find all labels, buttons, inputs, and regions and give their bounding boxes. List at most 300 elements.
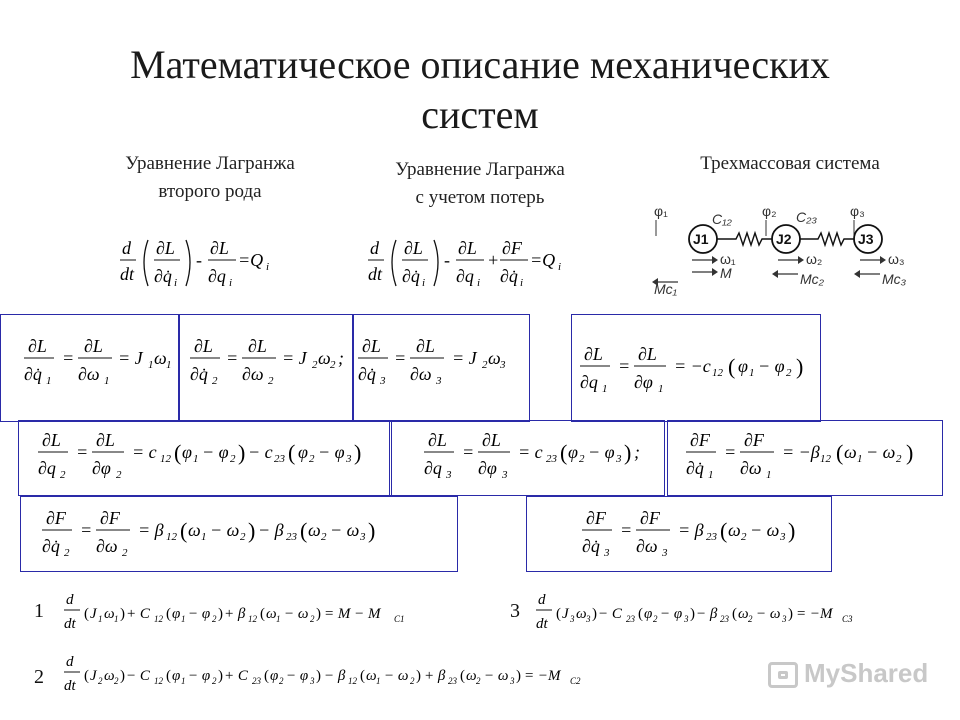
svg-text:∂q̇: ∂q̇	[582, 536, 600, 556]
svg-text:(: (	[84, 606, 89, 622]
svg-text:(: (	[84, 668, 89, 684]
svg-text:∂ω: ∂ω	[410, 364, 432, 384]
svg-text:∂ω: ∂ω	[78, 364, 100, 384]
svg-text:): )	[238, 440, 246, 465]
svg-text:− β: − β	[324, 668, 346, 684]
svg-text:=: =	[62, 348, 75, 368]
svg-text:φ: φ	[172, 606, 181, 622]
svg-text:12: 12	[348, 676, 357, 686]
watermark-logo	[768, 658, 928, 689]
svg-text:ω: ω	[188, 520, 201, 540]
svg-text:d: d	[66, 592, 74, 608]
equation-number-2: 2	[34, 666, 44, 688]
svg-text:2: 2	[60, 469, 66, 481]
subtitle-three-mass: Трехмассовая система	[700, 153, 880, 174]
svg-text:1: 1	[166, 359, 172, 371]
svg-text:dt: dt	[64, 678, 76, 694]
lagrange-eq-losses	[366, 232, 576, 296]
svg-text:− ω: − ω	[210, 520, 240, 540]
svg-text:3: 3	[662, 547, 668, 559]
svg-text:2: 2	[312, 359, 318, 371]
svg-text:): )	[368, 518, 376, 543]
svg-text:ω: ω	[728, 520, 741, 540]
svg-text:∂L: ∂L	[638, 344, 657, 364]
svg-text:J: J	[562, 606, 569, 622]
svg-text:=: =	[76, 442, 89, 462]
svg-text:− ω: − ω	[284, 606, 309, 622]
potential-derivative-q3	[422, 426, 662, 486]
svg-text:φ: φ	[172, 668, 181, 684]
svg-text:(: (	[288, 440, 296, 465]
svg-text:− φ: − φ	[318, 442, 345, 462]
svg-text:1: 1	[376, 676, 381, 686]
subtitle-lagrange-2nd	[80, 150, 340, 206]
svg-text:ω: ω	[318, 348, 331, 368]
svg-text:3: 3	[310, 676, 315, 686]
svg-text:1: 1	[749, 367, 755, 379]
svg-text:∂L: ∂L	[28, 336, 47, 356]
svg-text:): )	[796, 354, 804, 379]
svg-text:− φ: − φ	[758, 356, 785, 376]
svg-text:dt: dt	[120, 264, 135, 284]
svg-text:1: 1	[602, 383, 608, 395]
svg-text:=Q: =Q	[530, 250, 556, 270]
svg-text:3: 3	[436, 375, 442, 387]
svg-text:ω: ω	[576, 606, 587, 622]
svg-text:∂L: ∂L	[194, 336, 213, 356]
svg-text:− β: − β	[696, 606, 718, 622]
mc3-label: Mc₃	[882, 271, 907, 287]
svg-text:− φ: − φ	[286, 668, 309, 684]
svg-text:∂φ: ∂φ	[634, 372, 653, 392]
svg-text:+: +	[487, 250, 500, 270]
svg-text:∂q: ∂q	[580, 372, 598, 392]
svg-text:J: J	[90, 606, 97, 622]
svg-text:ω: ω	[308, 520, 321, 540]
svg-text:d: d	[538, 592, 546, 608]
svg-text:2: 2	[410, 676, 415, 686]
svg-text:− β: − β	[258, 520, 284, 540]
svg-text:): )	[788, 518, 796, 543]
svg-text:∂q̇: ∂q̇	[358, 364, 376, 384]
svg-text:∂L: ∂L	[458, 238, 477, 258]
svg-text:3: 3	[500, 359, 506, 371]
svg-text:= −β: = −β	[782, 442, 820, 462]
svg-text:=: =	[620, 520, 633, 540]
c23-label: C₂₃	[796, 209, 817, 225]
svg-text:1: 1	[46, 375, 52, 387]
svg-text:dt: dt	[368, 264, 383, 284]
svg-text:): )	[218, 606, 223, 622]
svg-text:): )	[316, 668, 321, 684]
svg-text:∂q: ∂q	[424, 458, 442, 478]
svg-text:∂q̇: ∂q̇	[154, 266, 172, 286]
svg-text:∂q̇: ∂q̇	[402, 266, 420, 286]
svg-text:1: 1	[181, 614, 186, 624]
svg-text:C3: C3	[842, 614, 853, 624]
svg-text:2: 2	[268, 375, 274, 387]
svg-text:− φ: − φ	[588, 442, 615, 462]
svg-text:;: ;	[338, 348, 344, 368]
j2-label: J2	[776, 231, 792, 247]
svg-text:2: 2	[748, 614, 753, 624]
c12-label: C₁₂	[712, 211, 732, 227]
phi1-label: φ₁	[654, 203, 668, 219]
svg-text:− ω: − ω	[384, 668, 409, 684]
svg-text:∂L: ∂L	[156, 238, 175, 258]
svg-text:ω: ω	[844, 442, 857, 462]
svg-text:− ω: − ω	[330, 520, 360, 540]
svg-text:∂F: ∂F	[46, 508, 66, 528]
svg-text:+ C: + C	[126, 606, 150, 622]
svg-text:(: (	[360, 668, 365, 684]
svg-text:= −c: = −c	[674, 356, 711, 376]
potential-derivative-q2	[36, 426, 386, 486]
subtitle-line: Уравнение Лагранжа	[125, 153, 295, 174]
svg-text:=: =	[618, 356, 631, 376]
svg-text:3: 3	[502, 469, 508, 481]
svg-text:3: 3	[570, 614, 575, 624]
svg-text:(: (	[638, 606, 643, 622]
svg-text:∂L: ∂L	[248, 336, 267, 356]
svg-text:(: (	[728, 354, 736, 379]
mc2-label: Mc₂	[800, 271, 825, 287]
svg-text:): )	[906, 440, 914, 465]
svg-text:12: 12	[248, 614, 257, 624]
svg-text:ω: ω	[488, 348, 501, 368]
subtitle-line: второго рода	[158, 181, 262, 202]
svg-text:1: 1	[708, 469, 714, 481]
svg-text:3: 3	[616, 453, 622, 465]
svg-text:∂L: ∂L	[404, 238, 423, 258]
svg-text:∂L: ∂L	[84, 336, 103, 356]
svg-text:1: 1	[201, 531, 207, 543]
svg-text:2: 2	[230, 453, 236, 465]
equation-number-3: 3	[510, 600, 520, 622]
svg-text:J: J	[90, 668, 97, 684]
svg-text:− ω: − ω	[756, 606, 781, 622]
svg-text:): )	[248, 518, 256, 543]
svg-text:= β: = β	[138, 520, 164, 540]
svg-text:1: 1	[658, 383, 664, 395]
svg-text:=: =	[394, 348, 407, 368]
svg-text:C1: C1	[394, 614, 405, 624]
svg-text:φ: φ	[270, 668, 279, 684]
svg-text:ω: ω	[266, 606, 277, 622]
final-equation-3	[534, 588, 914, 636]
svg-text:i: i	[229, 277, 233, 289]
svg-text:2: 2	[330, 359, 336, 371]
svg-text:− ω: − ω	[750, 520, 780, 540]
svg-text:(: (	[460, 668, 465, 684]
svg-text:-: -	[444, 250, 450, 270]
svg-text:3: 3	[346, 453, 352, 465]
svg-text:2: 2	[114, 676, 119, 686]
final-equation-1	[62, 588, 462, 636]
svg-text:23: 23	[720, 614, 729, 624]
svg-text:=: =	[226, 348, 239, 368]
svg-text:dt: dt	[536, 616, 548, 632]
svg-text:ω: ω	[466, 668, 477, 684]
final-equation-2	[62, 650, 672, 698]
svg-text:ω: ω	[738, 606, 749, 622]
svg-text:(: (	[180, 518, 188, 543]
svg-text:2: 2	[212, 676, 217, 686]
svg-text:∂q̇: ∂q̇	[24, 364, 42, 384]
dissipation-derivative-q2	[40, 504, 450, 564]
svg-text:∂φ: ∂φ	[478, 458, 497, 478]
svg-text:+ β: + β	[424, 668, 446, 684]
svg-text:∂F: ∂F	[744, 430, 764, 450]
svg-text:i: i	[266, 261, 270, 273]
svg-text:3: 3	[380, 375, 386, 387]
subtitle-line: с учетом потерь	[415, 187, 545, 208]
svg-text:1: 1	[148, 359, 154, 371]
title-line-2: систем	[421, 92, 539, 137]
svg-text:− φ: − φ	[660, 606, 683, 622]
svg-text:2: 2	[309, 453, 315, 465]
svg-text:= c: = c	[518, 442, 543, 462]
svg-text:∂q̇: ∂q̇	[42, 536, 60, 556]
equation-number-1: 1	[34, 600, 44, 622]
svg-text:(: (	[836, 440, 844, 465]
svg-text:∂ω: ∂ω	[740, 458, 762, 478]
svg-text:1: 1	[857, 453, 863, 465]
svg-text:): )	[416, 668, 421, 684]
svg-text:2: 2	[279, 676, 284, 686]
svg-text:2: 2	[98, 676, 103, 686]
svg-text:-: -	[196, 250, 202, 270]
svg-text:(: (	[260, 606, 265, 622]
svg-text:∂q: ∂q	[208, 266, 226, 286]
svg-text:∂L: ∂L	[482, 430, 501, 450]
svg-text:i: i	[558, 261, 562, 273]
svg-text:i: i	[422, 277, 426, 289]
svg-text:2: 2	[786, 367, 792, 379]
svg-text:23: 23	[448, 676, 457, 686]
svg-text:− φ: − φ	[188, 606, 211, 622]
svg-text:φ: φ	[182, 442, 192, 462]
svg-text:1: 1	[104, 375, 110, 387]
svg-text:i: i	[477, 277, 481, 289]
svg-text:(: (	[732, 606, 737, 622]
svg-text:∂q̇: ∂q̇	[686, 458, 704, 478]
svg-text:= β: = β	[678, 520, 704, 540]
svg-text:=: =	[80, 520, 93, 540]
svg-text:1: 1	[181, 676, 186, 686]
svg-text:∂F: ∂F	[586, 508, 606, 528]
svg-text:): )	[120, 606, 125, 622]
j3-label: J3	[858, 231, 874, 247]
svg-text:=: =	[724, 442, 737, 462]
svg-text:− ω: − ω	[484, 668, 509, 684]
svg-text:ω: ω	[366, 668, 377, 684]
svg-text:3: 3	[360, 531, 366, 543]
svg-text:23: 23	[626, 614, 635, 624]
svg-text:i: i	[520, 277, 524, 289]
svg-text:1: 1	[276, 614, 281, 624]
svg-text:ω: ω	[104, 606, 115, 622]
svg-text:2: 2	[482, 359, 488, 371]
svg-text:3: 3	[446, 469, 452, 481]
svg-text:d: d	[370, 238, 379, 258]
svg-text:∂L: ∂L	[362, 336, 381, 356]
svg-text:): )	[690, 606, 695, 622]
mc1-label: Mc₁	[654, 281, 678, 296]
svg-text:2: 2	[741, 531, 747, 543]
svg-text:23: 23	[252, 676, 261, 686]
svg-text:− φ: − φ	[188, 668, 211, 684]
svg-text:23: 23	[706, 531, 717, 543]
omega1-label: ω₁	[720, 251, 736, 267]
svg-text:2: 2	[64, 547, 70, 559]
svg-text:d: d	[66, 654, 74, 670]
torque-m-label: M	[720, 265, 732, 281]
svg-text:2: 2	[212, 375, 218, 387]
svg-text:φ: φ	[644, 606, 653, 622]
svg-text:∂ω: ∂ω	[242, 364, 264, 384]
svg-text:2: 2	[579, 453, 585, 465]
svg-text:= −M: = −M	[524, 668, 561, 684]
svg-text:3: 3	[586, 614, 591, 624]
svg-text:3: 3	[510, 676, 515, 686]
svg-text:1: 1	[193, 453, 199, 465]
page-title	[0, 40, 960, 140]
svg-text:(: (	[720, 518, 728, 543]
svg-text:2: 2	[310, 614, 315, 624]
svg-text:ω: ω	[104, 668, 115, 684]
svg-text:2: 2	[476, 676, 481, 686]
svg-text:− C: − C	[598, 606, 622, 622]
svg-text:): )	[354, 440, 362, 465]
svg-text:3: 3	[782, 614, 787, 624]
svg-text:23: 23	[274, 453, 285, 465]
svg-text:∂q: ∂q	[38, 458, 56, 478]
kinetic-derivatives-row	[18, 332, 578, 392]
svg-text:∂q̇: ∂q̇	[500, 266, 518, 286]
svg-text:∂L: ∂L	[210, 238, 229, 258]
svg-text:): )	[218, 668, 223, 684]
svg-text:∂ω: ∂ω	[636, 536, 658, 556]
svg-text:(: (	[174, 440, 182, 465]
svg-text:1: 1	[98, 614, 103, 624]
omega3-label: ω₃	[888, 251, 905, 267]
svg-text:23: 23	[286, 531, 297, 543]
svg-text:= −M: = −M	[796, 606, 833, 622]
svg-text:∂L: ∂L	[428, 430, 447, 450]
svg-text:∂L: ∂L	[584, 344, 603, 364]
svg-text:): )	[120, 668, 125, 684]
omega2-label: ω₂	[806, 251, 823, 267]
svg-text:= J: = J	[118, 348, 143, 368]
svg-text:= M − M: = M − M	[324, 606, 381, 622]
svg-text:(: (	[264, 668, 269, 684]
svg-text:=: =	[462, 442, 475, 462]
three-mass-diagram	[648, 200, 918, 296]
svg-text:φ: φ	[298, 442, 308, 462]
svg-text:+ C: + C	[224, 668, 248, 684]
dissipation-derivative-q1	[684, 426, 939, 486]
svg-text:∂L: ∂L	[96, 430, 115, 450]
svg-text:12: 12	[160, 453, 171, 465]
svg-text:∂L: ∂L	[416, 336, 435, 356]
svg-text:d: d	[122, 238, 131, 258]
svg-text:): )	[788, 606, 793, 622]
lagrange-eq-2nd	[118, 232, 278, 296]
svg-text:∂F: ∂F	[640, 508, 660, 528]
svg-text:(: (	[560, 440, 568, 465]
svg-text:12: 12	[820, 453, 831, 465]
svg-text:2: 2	[212, 614, 217, 624]
dissipation-derivative-q3	[580, 504, 830, 564]
title-line-1: Математическое описание механических	[130, 42, 830, 87]
svg-text:(: (	[166, 606, 171, 622]
svg-text:2: 2	[240, 531, 246, 543]
svg-text:12: 12	[154, 614, 163, 624]
svg-text:∂φ: ∂φ	[92, 458, 111, 478]
svg-text:=Q: =Q	[238, 250, 264, 270]
svg-text:− c: − c	[248, 442, 273, 462]
phi2-label: φ₂	[762, 203, 777, 219]
svg-text:i: i	[174, 277, 178, 289]
svg-text:1: 1	[114, 614, 119, 624]
svg-text:∂F: ∂F	[690, 430, 710, 450]
svg-text:3: 3	[684, 614, 689, 624]
spring-c12	[717, 233, 772, 245]
svg-text:12: 12	[166, 531, 177, 543]
svg-text:− C: − C	[126, 668, 150, 684]
svg-text:23: 23	[546, 453, 557, 465]
phi3-label: φ₃	[850, 203, 865, 219]
svg-text:;: ;	[634, 442, 640, 462]
svg-text:∂F: ∂F	[502, 238, 522, 258]
svg-text:∂q: ∂q	[456, 266, 474, 286]
svg-text:(: (	[556, 606, 561, 622]
svg-text:2: 2	[116, 469, 122, 481]
watermark-text: MyShared	[804, 658, 929, 688]
svg-text:− φ: − φ	[202, 442, 229, 462]
svg-text:φ: φ	[568, 442, 578, 462]
logo-icon	[768, 662, 798, 688]
subtitle-lagrange-losses	[350, 156, 610, 212]
svg-text:3: 3	[780, 531, 786, 543]
svg-text:ω: ω	[154, 348, 167, 368]
subtitle-line: Уравнение Лагранжа	[395, 159, 565, 180]
svg-text:2: 2	[321, 531, 327, 543]
svg-text:2: 2	[122, 547, 128, 559]
svg-text:2: 2	[653, 614, 658, 624]
svg-text:φ: φ	[738, 356, 748, 376]
svg-text:∂F: ∂F	[100, 508, 120, 528]
svg-text:3: 3	[604, 547, 610, 559]
svg-text:(: (	[300, 518, 308, 543]
svg-text:− ω: − ω	[866, 442, 896, 462]
svg-text:∂L: ∂L	[42, 430, 61, 450]
svg-text:): )	[624, 440, 632, 465]
svg-text:+ β: + β	[224, 606, 246, 622]
svg-text:= J: = J	[452, 348, 477, 368]
svg-text:∂ω: ∂ω	[96, 536, 118, 556]
svg-text:): )	[316, 606, 321, 622]
svg-text:12: 12	[712, 367, 723, 379]
potential-derivative-q1	[578, 340, 818, 400]
svg-text:= c: = c	[132, 442, 157, 462]
svg-text:= J: = J	[282, 348, 307, 368]
svg-text:∂q̇: ∂q̇	[190, 364, 208, 384]
svg-text:): )	[592, 606, 597, 622]
svg-text:12: 12	[154, 676, 163, 686]
svg-text:dt: dt	[64, 616, 76, 632]
